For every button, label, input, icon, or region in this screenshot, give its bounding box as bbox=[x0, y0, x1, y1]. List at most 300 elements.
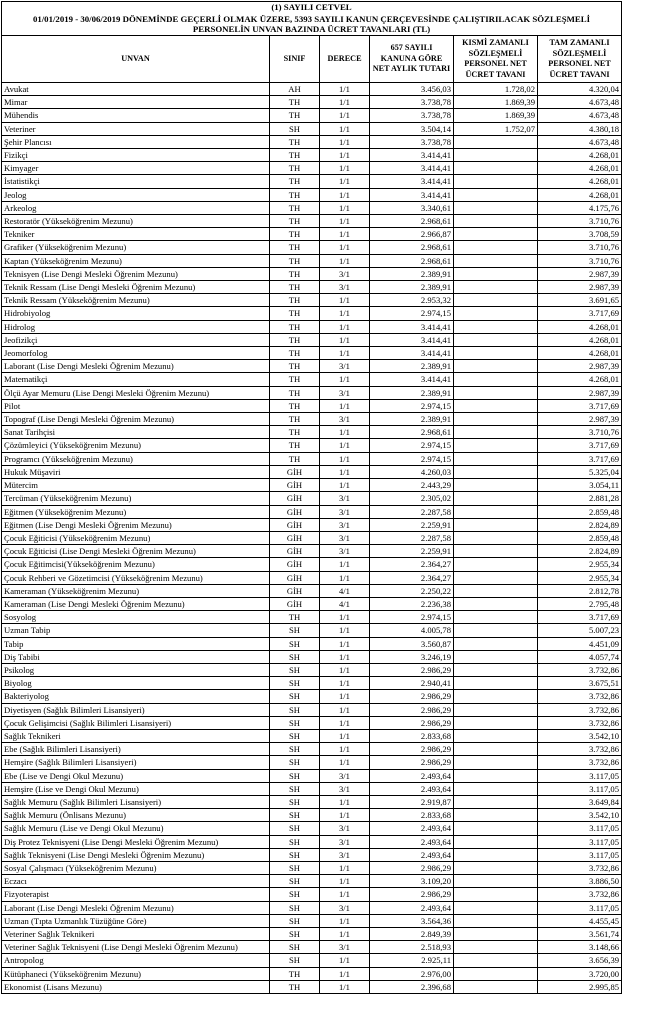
cell-unvan: Arkeolog bbox=[2, 201, 270, 214]
cell-sinif: TH bbox=[270, 399, 320, 412]
cell-unvan: Avukat bbox=[2, 83, 270, 96]
cell-sinif: TH bbox=[270, 320, 320, 333]
cell-derece: 3/1 bbox=[320, 769, 370, 782]
cell-net-aylik: 2.833,68 bbox=[370, 809, 454, 822]
cell-derece: 1/1 bbox=[320, 967, 370, 980]
cell-derece: 3/1 bbox=[320, 848, 370, 861]
cell-unvan: Çocuk Gelişimcisi (Sağlık Bilimleri Lisansiyeri) bbox=[2, 716, 270, 729]
cell-kismi-tavan bbox=[454, 875, 538, 888]
cell-unvan: Fizyoterapist bbox=[2, 888, 270, 901]
cell-derece: 1/1 bbox=[320, 809, 370, 822]
cell-derece: 1/1 bbox=[320, 333, 370, 346]
cell-kismi-tavan bbox=[454, 531, 538, 544]
cell-sinif: TH bbox=[270, 149, 320, 162]
cell-unvan: Kameraman (Yükseköğrenim Mezunu) bbox=[2, 584, 270, 597]
cell-net-aylik: 2.968,61 bbox=[370, 215, 454, 228]
cell-kismi-tavan bbox=[454, 254, 538, 267]
cell-tam-tavan: 3.054,11 bbox=[538, 479, 622, 492]
cell-net-aylik: 3.738,78 bbox=[370, 96, 454, 109]
cell-derece: 1/1 bbox=[320, 716, 370, 729]
cell-kismi-tavan bbox=[454, 347, 538, 360]
cell-tam-tavan: 2.795,48 bbox=[538, 597, 622, 610]
cell-kismi-tavan bbox=[454, 637, 538, 650]
cell-tam-tavan: 4.268,01 bbox=[538, 188, 622, 201]
cell-tam-tavan: 2.955,34 bbox=[538, 558, 622, 571]
cell-tam-tavan: 4.320,04 bbox=[538, 83, 622, 96]
cell-unvan: Ebe (Sağlık Bilimleri Lisansiyeri) bbox=[2, 743, 270, 756]
header-derece: DERECE bbox=[320, 36, 370, 83]
cell-unvan: Restoratör (Yükseköğrenim Mezunu) bbox=[2, 215, 270, 228]
cell-kismi-tavan bbox=[454, 611, 538, 624]
cell-tam-tavan: 3.117,05 bbox=[538, 782, 622, 795]
cell-kismi-tavan: 1.752,07 bbox=[454, 122, 538, 135]
cell-unvan: Teknik Ressam (Yükseköğrenim Mezunu) bbox=[2, 294, 270, 307]
cell-net-aylik: 2.925,11 bbox=[370, 954, 454, 967]
cell-net-aylik: 2.974,15 bbox=[370, 399, 454, 412]
cell-unvan: Çözümleyici (Yükseköğrenim Mezunu) bbox=[2, 439, 270, 452]
cell-tam-tavan: 3.732,86 bbox=[538, 716, 622, 729]
cell-sinif: SH bbox=[270, 835, 320, 848]
cell-tam-tavan: 2.824,89 bbox=[538, 545, 622, 558]
cell-derece: 3/1 bbox=[320, 267, 370, 280]
cell-net-aylik: 2.250,22 bbox=[370, 584, 454, 597]
cell-unvan: Sosyal Çalışmacı (Yükseköğrenim Mezunu) bbox=[2, 861, 270, 874]
cell-net-aylik: 2.443,29 bbox=[370, 479, 454, 492]
cell-sinif: SH bbox=[270, 875, 320, 888]
table-row bbox=[2, 848, 622, 861]
cell-tam-tavan: 3.710,76 bbox=[538, 215, 622, 228]
cell-tam-tavan: 2.987,39 bbox=[538, 386, 622, 399]
cell-derece: 1/1 bbox=[320, 861, 370, 874]
cell-tam-tavan: 3.542,10 bbox=[538, 729, 622, 742]
cell-net-aylik: 2.986,29 bbox=[370, 756, 454, 769]
header-net-ucret: 657 SAYILI KANUNA GÖRE NET AYLIK TUTARI bbox=[370, 36, 454, 83]
cell-unvan: Eğitmen (Lise Dengi Mesleki Öğrenim Mezunu) bbox=[2, 518, 270, 531]
cell-unvan: Çocuk Rehberi ve Gözetimcisi (Yükseköğrenim Mezunu) bbox=[2, 571, 270, 584]
table-row bbox=[2, 162, 622, 175]
cell-net-aylik: 2.518,93 bbox=[370, 941, 454, 954]
cell-derece: 1/1 bbox=[320, 307, 370, 320]
table-row bbox=[2, 571, 622, 584]
table-row bbox=[2, 215, 622, 228]
cell-kismi-tavan: 1.869,39 bbox=[454, 96, 538, 109]
cell-derece: 1/1 bbox=[320, 452, 370, 465]
cell-derece: 1/1 bbox=[320, 201, 370, 214]
cell-sinif: SH bbox=[270, 756, 320, 769]
cell-net-aylik: 2.986,29 bbox=[370, 663, 454, 676]
cell-unvan: Grafiker (Yükseköğrenim Mezunu) bbox=[2, 241, 270, 254]
cell-net-aylik: 2.849,39 bbox=[370, 928, 454, 941]
cell-tam-tavan: 3.710,76 bbox=[538, 426, 622, 439]
cell-sinif: TH bbox=[270, 215, 320, 228]
cell-net-aylik: 2.389,91 bbox=[370, 281, 454, 294]
cell-kismi-tavan bbox=[454, 281, 538, 294]
cell-derece: 1/1 bbox=[320, 875, 370, 888]
table-row bbox=[2, 637, 622, 650]
cell-sinif: GİH bbox=[270, 597, 320, 610]
table-row bbox=[2, 320, 622, 333]
cell-derece: 3/1 bbox=[320, 360, 370, 373]
cell-tam-tavan: 2.987,39 bbox=[538, 360, 622, 373]
cell-net-aylik: 2.986,29 bbox=[370, 743, 454, 756]
cell-unvan: Şehir Plancısı bbox=[2, 135, 270, 148]
cell-tam-tavan: 2.987,39 bbox=[538, 267, 622, 280]
cell-kismi-tavan bbox=[454, 465, 538, 478]
cell-kismi-tavan bbox=[454, 729, 538, 742]
cell-kismi-tavan bbox=[454, 624, 538, 637]
cell-kismi-tavan bbox=[454, 901, 538, 914]
cell-tam-tavan: 3.732,86 bbox=[538, 861, 622, 874]
cell-net-aylik: 3.738,78 bbox=[370, 109, 454, 122]
table-row bbox=[2, 399, 622, 412]
cell-sinif: TH bbox=[270, 162, 320, 175]
cell-net-aylik: 2.974,15 bbox=[370, 307, 454, 320]
cell-tam-tavan: 3.710,76 bbox=[538, 241, 622, 254]
table-row bbox=[2, 188, 622, 201]
cell-net-aylik: 2.259,91 bbox=[370, 545, 454, 558]
cell-sinif: GİH bbox=[270, 518, 320, 531]
cell-kismi-tavan: 1.728,02 bbox=[454, 83, 538, 96]
cell-unvan: Hidrolog bbox=[2, 320, 270, 333]
cell-tam-tavan: 3.732,86 bbox=[538, 663, 622, 676]
cell-kismi-tavan bbox=[454, 941, 538, 954]
cell-unvan: Jeolog bbox=[2, 188, 270, 201]
cell-net-aylik: 2.236,38 bbox=[370, 597, 454, 610]
table-title: (1) SAYILI CETVEL bbox=[2, 2, 622, 14]
cell-derece: 1/1 bbox=[320, 888, 370, 901]
cell-kismi-tavan bbox=[454, 928, 538, 941]
cell-net-aylik: 3.414,41 bbox=[370, 175, 454, 188]
cell-kismi-tavan bbox=[454, 386, 538, 399]
cell-unvan: Hidrobiyolog bbox=[2, 307, 270, 320]
cell-unvan: Kimyager bbox=[2, 162, 270, 175]
cell-derece: 1/1 bbox=[320, 241, 370, 254]
table-row bbox=[2, 901, 622, 914]
table-row bbox=[2, 888, 622, 901]
cell-tam-tavan: 2.824,89 bbox=[538, 518, 622, 531]
cell-kismi-tavan bbox=[454, 188, 538, 201]
cell-tam-tavan: 3.691,65 bbox=[538, 294, 622, 307]
cell-tam-tavan: 4.455,45 bbox=[538, 914, 622, 927]
cell-sinif: SH bbox=[270, 809, 320, 822]
cell-unvan: Bakteriyolog bbox=[2, 690, 270, 703]
cell-net-aylik: 2.364,27 bbox=[370, 558, 454, 571]
cell-unvan: Kütüphaneci (Yükseköğrenim Mezunu) bbox=[2, 967, 270, 980]
cell-sinif: TH bbox=[270, 201, 320, 214]
cell-derece: 1/1 bbox=[320, 558, 370, 571]
cell-derece: 1/1 bbox=[320, 637, 370, 650]
cell-tam-tavan: 3.717,69 bbox=[538, 611, 622, 624]
table-row bbox=[2, 109, 622, 122]
table-row bbox=[2, 941, 622, 954]
cell-kismi-tavan bbox=[454, 690, 538, 703]
cell-unvan: Veteriner Sağlık Teknikeri bbox=[2, 928, 270, 941]
cell-tam-tavan: 4.268,01 bbox=[538, 149, 622, 162]
table-row bbox=[2, 914, 622, 927]
cell-tam-tavan: 3.708,59 bbox=[538, 228, 622, 241]
cell-kismi-tavan bbox=[454, 716, 538, 729]
table-row bbox=[2, 611, 622, 624]
cell-kismi-tavan bbox=[454, 743, 538, 756]
cell-unvan: Diş Tabibi bbox=[2, 650, 270, 663]
table-row bbox=[2, 967, 622, 980]
table-subtitle: 01/01/2019 - 30/06/2019 DÖNEMİNDE GEÇERLİ OLMAK ÜZERE, 5393 SAYILI KANUN ÇERÇEVESİNDE ÇALIŞTIRILACAK SÖZLEŞMELİ PERSONELİN UNVAN BAZINDA ÜCRET TAVANLARI (TL) bbox=[2, 13, 622, 36]
cell-sinif: TH bbox=[270, 386, 320, 399]
cell-derece: 1/1 bbox=[320, 135, 370, 148]
cell-sinif: SH bbox=[270, 928, 320, 941]
cell-derece: 1/1 bbox=[320, 96, 370, 109]
cell-unvan: Diyetisyen (Sağlık Bilimleri Lisansiyeri) bbox=[2, 703, 270, 716]
cell-net-aylik: 2.493,64 bbox=[370, 835, 454, 848]
cell-tam-tavan: 4.268,01 bbox=[538, 175, 622, 188]
cell-unvan: Ölçü Ayar Memuru (Lise Dengi Mesleki Öğrenim Mezunu) bbox=[2, 386, 270, 399]
table-row bbox=[2, 228, 622, 241]
table-row bbox=[2, 782, 622, 795]
table-row bbox=[2, 373, 622, 386]
cell-kismi-tavan: 1.869,39 bbox=[454, 109, 538, 122]
cell-sinif: TH bbox=[270, 267, 320, 280]
cell-tam-tavan: 2.812,78 bbox=[538, 584, 622, 597]
cell-sinif: GİH bbox=[270, 479, 320, 492]
cell-derece: 1/1 bbox=[320, 611, 370, 624]
cell-tam-tavan: 4.057,74 bbox=[538, 650, 622, 663]
cell-kismi-tavan bbox=[454, 861, 538, 874]
cell-kismi-tavan bbox=[454, 149, 538, 162]
cell-tam-tavan: 2.881,28 bbox=[538, 492, 622, 505]
cell-kismi-tavan bbox=[454, 914, 538, 927]
cell-sinif: SH bbox=[270, 848, 320, 861]
cell-sinif: SH bbox=[270, 822, 320, 835]
cell-derece: 3/1 bbox=[320, 492, 370, 505]
cell-tam-tavan: 3.717,69 bbox=[538, 439, 622, 452]
table-row bbox=[2, 624, 622, 637]
cell-sinif: TH bbox=[270, 452, 320, 465]
cell-tam-tavan: 4.673,48 bbox=[538, 109, 622, 122]
cell-unvan: Uzman (Tıpta Uzmanlık Tüzüğüne Göre) bbox=[2, 914, 270, 927]
cell-derece: 1/1 bbox=[320, 571, 370, 584]
cell-net-aylik: 3.560,87 bbox=[370, 637, 454, 650]
cell-sinif: TH bbox=[270, 347, 320, 360]
cell-unvan: Jeofizikçi bbox=[2, 333, 270, 346]
cell-unvan: Mühendis bbox=[2, 109, 270, 122]
cell-tam-tavan: 4.268,01 bbox=[538, 333, 622, 346]
cell-sinif: GİH bbox=[270, 505, 320, 518]
cell-derece: 3/1 bbox=[320, 822, 370, 835]
cell-net-aylik: 2.986,29 bbox=[370, 888, 454, 901]
cell-kismi-tavan bbox=[454, 571, 538, 584]
cell-derece: 1/1 bbox=[320, 228, 370, 241]
cell-kismi-tavan bbox=[454, 452, 538, 465]
table-row bbox=[2, 518, 622, 531]
cell-kismi-tavan bbox=[454, 597, 538, 610]
cell-net-aylik: 2.966,87 bbox=[370, 228, 454, 241]
cell-unvan: Eğitmen (Yükseköğrenim Mezunu) bbox=[2, 505, 270, 518]
cell-derece: 3/1 bbox=[320, 413, 370, 426]
cell-net-aylik: 2.493,64 bbox=[370, 769, 454, 782]
table-row bbox=[2, 809, 622, 822]
cell-tam-tavan: 3.649,84 bbox=[538, 795, 622, 808]
cell-net-aylik: 3.738,78 bbox=[370, 135, 454, 148]
cell-unvan: Kameraman (Lise Dengi Mesleki Öğrenim Mezunu) bbox=[2, 597, 270, 610]
table-row bbox=[2, 677, 622, 690]
table-row bbox=[2, 135, 622, 148]
cell-net-aylik: 2.259,91 bbox=[370, 518, 454, 531]
cell-derece: 1/1 bbox=[320, 399, 370, 412]
cell-kismi-tavan bbox=[454, 479, 538, 492]
table-row bbox=[2, 954, 622, 967]
cell-sinif: TH bbox=[270, 281, 320, 294]
cell-sinif: GİH bbox=[270, 465, 320, 478]
cell-unvan: Laborant (Lise Dengi Mesleki Öğrenim Mezunu) bbox=[2, 901, 270, 914]
table-row bbox=[2, 795, 622, 808]
cell-tam-tavan: 2.987,39 bbox=[538, 281, 622, 294]
cell-net-aylik: 2.968,61 bbox=[370, 241, 454, 254]
cell-sinif: GİH bbox=[270, 492, 320, 505]
cell-kismi-tavan bbox=[454, 835, 538, 848]
cell-derece: 1/1 bbox=[320, 149, 370, 162]
header-row bbox=[2, 36, 622, 83]
cell-derece: 3/1 bbox=[320, 941, 370, 954]
cell-kismi-tavan bbox=[454, 584, 538, 597]
table-row bbox=[2, 175, 622, 188]
cell-tam-tavan: 3.117,05 bbox=[538, 835, 622, 848]
table-row bbox=[2, 729, 622, 742]
table-row bbox=[2, 716, 622, 729]
table-row bbox=[2, 980, 622, 993]
cell-derece: 1/1 bbox=[320, 109, 370, 122]
cell-derece: 1/1 bbox=[320, 703, 370, 716]
cell-sinif: GİH bbox=[270, 545, 320, 558]
cell-derece: 1/1 bbox=[320, 624, 370, 637]
cell-net-aylik: 2.986,29 bbox=[370, 703, 454, 716]
cell-net-aylik: 2.287,58 bbox=[370, 531, 454, 544]
cell-net-aylik: 2.940,41 bbox=[370, 677, 454, 690]
table-row bbox=[2, 83, 622, 96]
cell-derece: 3/1 bbox=[320, 545, 370, 558]
header-tam-zamanli: TAM ZAMANLI SÖZLEŞMELİ PERSONEL NET ÜCRET TAVANI bbox=[538, 36, 622, 83]
cell-derece: 3/1 bbox=[320, 782, 370, 795]
cell-unvan: Programcı (Yükseköğrenim Mezunu) bbox=[2, 452, 270, 465]
cell-sinif: SH bbox=[270, 795, 320, 808]
cell-unvan: Hemşire (Sağlık Bilimleri Lisansiyeri) bbox=[2, 756, 270, 769]
cell-tam-tavan: 3.656,39 bbox=[538, 954, 622, 967]
cell-net-aylik: 3.414,41 bbox=[370, 333, 454, 346]
cell-sinif: TH bbox=[270, 188, 320, 201]
cell-sinif: SH bbox=[270, 663, 320, 676]
table-row bbox=[2, 149, 622, 162]
cell-derece: 1/1 bbox=[320, 373, 370, 386]
cell-net-aylik: 3.246,19 bbox=[370, 650, 454, 663]
table-row bbox=[2, 861, 622, 874]
cell-tam-tavan: 3.732,86 bbox=[538, 743, 622, 756]
cell-unvan: İstatistikçi bbox=[2, 175, 270, 188]
cell-tam-tavan: 3.710,76 bbox=[538, 254, 622, 267]
cell-tam-tavan: 3.886,50 bbox=[538, 875, 622, 888]
table-row bbox=[2, 690, 622, 703]
cell-net-aylik: 2.305,02 bbox=[370, 492, 454, 505]
cell-sinif: SH bbox=[270, 782, 320, 795]
table-row bbox=[2, 254, 622, 267]
header-unvan: UNVAN bbox=[2, 36, 270, 83]
cell-tam-tavan: 4.268,01 bbox=[538, 373, 622, 386]
cell-kismi-tavan bbox=[454, 795, 538, 808]
cell-derece: 1/1 bbox=[320, 756, 370, 769]
table-row bbox=[2, 201, 622, 214]
cell-net-aylik: 2.389,91 bbox=[370, 267, 454, 280]
cell-net-aylik: 2.493,64 bbox=[370, 901, 454, 914]
table-row bbox=[2, 426, 622, 439]
cell-unvan: Veteriner Sağlık Teknisyeni (Lise Dengi Mesleki Öğrenim Mezunu) bbox=[2, 941, 270, 954]
cell-kismi-tavan bbox=[454, 162, 538, 175]
cell-net-aylik: 3.414,41 bbox=[370, 347, 454, 360]
cell-kismi-tavan bbox=[454, 677, 538, 690]
cell-net-aylik: 2.493,64 bbox=[370, 848, 454, 861]
table-row bbox=[2, 505, 622, 518]
cell-net-aylik: 2.974,15 bbox=[370, 439, 454, 452]
cell-net-aylik: 2.953,32 bbox=[370, 294, 454, 307]
cell-kismi-tavan bbox=[454, 848, 538, 861]
table-row bbox=[2, 465, 622, 478]
table-row bbox=[2, 703, 622, 716]
cell-sinif: TH bbox=[270, 294, 320, 307]
cell-unvan: Topograf (Lise Dengi Mesleki Öğrenim Mezunu) bbox=[2, 413, 270, 426]
cell-kismi-tavan bbox=[454, 769, 538, 782]
cell-tam-tavan: 3.732,86 bbox=[538, 703, 622, 716]
cell-derece: 4/1 bbox=[320, 597, 370, 610]
cell-sinif: SH bbox=[270, 624, 320, 637]
cell-net-aylik: 2.389,91 bbox=[370, 360, 454, 373]
cell-tam-tavan: 4.451,09 bbox=[538, 637, 622, 650]
cell-derece: 1/1 bbox=[320, 729, 370, 742]
cell-net-aylik: 2.364,27 bbox=[370, 571, 454, 584]
cell-sinif: SH bbox=[270, 743, 320, 756]
cell-net-aylik: 2.976,00 bbox=[370, 967, 454, 980]
cell-net-aylik: 3.109,20 bbox=[370, 875, 454, 888]
cell-unvan: Sağlık Teknikeri bbox=[2, 729, 270, 742]
cell-kismi-tavan bbox=[454, 650, 538, 663]
cell-sinif: SH bbox=[270, 769, 320, 782]
cell-derece: 1/1 bbox=[320, 188, 370, 201]
cell-kismi-tavan bbox=[454, 809, 538, 822]
cell-sinif: SH bbox=[270, 729, 320, 742]
cell-derece: 1/1 bbox=[320, 677, 370, 690]
cell-kismi-tavan bbox=[454, 399, 538, 412]
cell-sinif: TH bbox=[270, 228, 320, 241]
cell-derece: 1/1 bbox=[320, 914, 370, 927]
cell-kismi-tavan bbox=[454, 505, 538, 518]
cell-kismi-tavan bbox=[454, 333, 538, 346]
cell-sinif: TH bbox=[270, 241, 320, 254]
cell-tam-tavan: 3.117,05 bbox=[538, 822, 622, 835]
cell-derece: 1/1 bbox=[320, 83, 370, 96]
cell-derece: 4/1 bbox=[320, 584, 370, 597]
cell-kismi-tavan bbox=[454, 360, 538, 373]
cell-net-aylik: 2.919,87 bbox=[370, 795, 454, 808]
cell-sinif: TH bbox=[270, 967, 320, 980]
cell-derece: 1/1 bbox=[320, 663, 370, 676]
header-kismi-zamanli: KISMİ ZAMANLI SÖZLEŞMELİ PERSONEL NET ÜCRET TAVANI bbox=[454, 36, 538, 83]
cell-net-aylik: 3.414,41 bbox=[370, 320, 454, 333]
table-row bbox=[2, 531, 622, 544]
cell-tam-tavan: 5.325,04 bbox=[538, 465, 622, 478]
cell-net-aylik: 3.340,61 bbox=[370, 201, 454, 214]
cell-unvan: Laborant (Lise Dengi Mesleki Öğrenim Mezunu) bbox=[2, 360, 270, 373]
table-row bbox=[2, 413, 622, 426]
cell-derece: 1/1 bbox=[320, 650, 370, 663]
cell-sinif: SH bbox=[270, 954, 320, 967]
cell-unvan: Çocuk Eğitimcisi(Yükseköğrenim Mezunu) bbox=[2, 558, 270, 571]
cell-derece: 1/1 bbox=[320, 426, 370, 439]
